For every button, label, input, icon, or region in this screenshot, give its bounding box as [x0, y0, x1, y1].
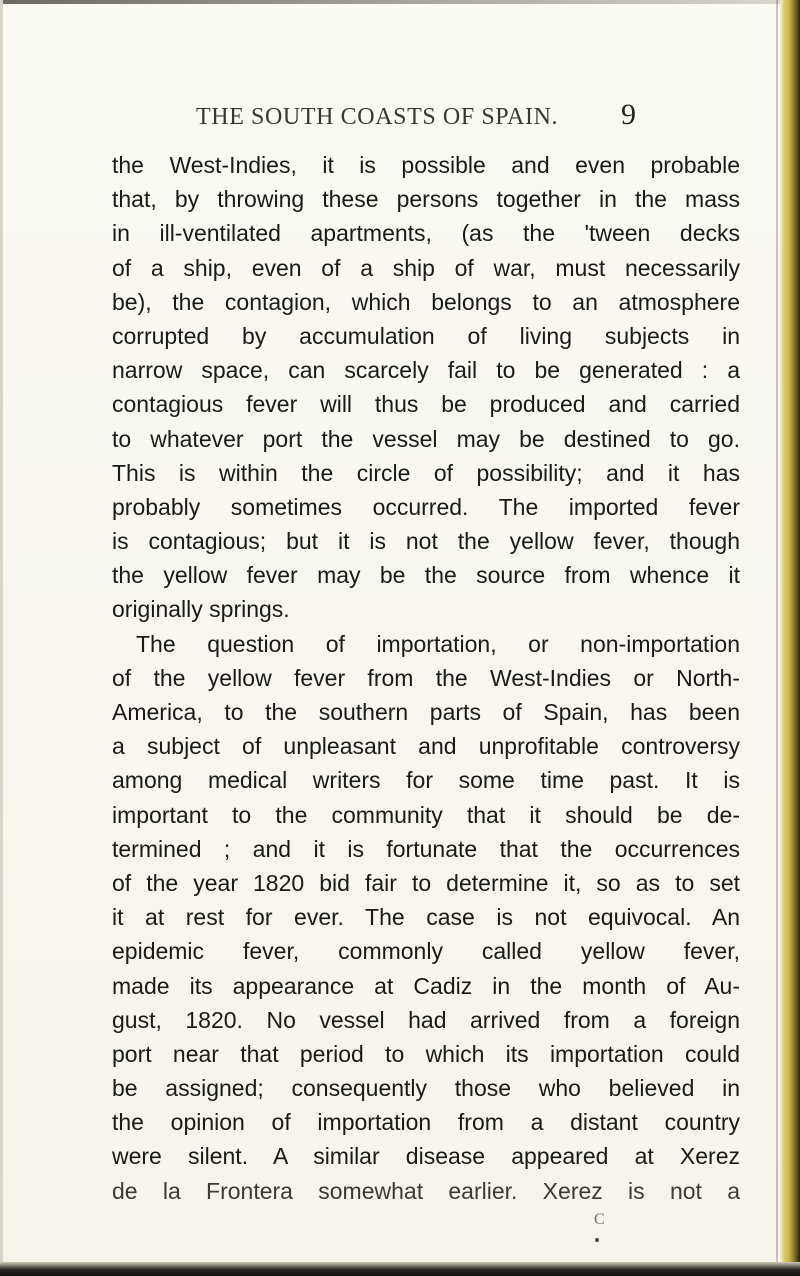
text-line: corrupted by accumulation of living subjects in	[112, 322, 740, 349]
catchword: C	[594, 1211, 605, 1228]
text-line: among medical writers for some time past. It is	[112, 767, 740, 794]
text-line: to whatever port the vessel may be destined to go.	[112, 425, 740, 452]
text-line: the West-Indies, it is possible and even probable	[112, 152, 740, 178]
text-line: made its appearance at Cadiz in the month of Au-	[112, 972, 740, 999]
text-line: important to the community that it should be de-	[112, 801, 740, 828]
text-line: narrow space, can scarcely fail to be generated : a	[112, 357, 740, 384]
text-line: that, by throwing these persons together in the mass	[112, 186, 740, 213]
text-line: is contagious; but it is not the yellow fever, though	[112, 528, 740, 555]
text-line: de la Frontera somewhat earlier. Xerez is not a	[112, 1177, 740, 1204]
text-line: were silent. A similar disease appeared at Xerez	[112, 1143, 740, 1170]
text-line: of the year 1820 bid fair to determine it, so as to set	[112, 869, 740, 896]
ink-dot	[595, 1238, 599, 1242]
text-line: in ill-ventilated apartments, (as the 'tween decks	[112, 220, 740, 247]
text-line: America, to the southern parts of Spain, has been	[112, 699, 740, 725]
gutter-line	[776, 0, 778, 1276]
text-line: it at rest for ever. The case is not equivocal. An	[112, 904, 740, 931]
page-number: 9	[621, 98, 636, 131]
body-text	[112, 148, 740, 1208]
text-line: epidemic fever, commonly called yellow fever,	[112, 938, 740, 965]
text-line: contagious fever will thus be produced and carried	[112, 391, 740, 418]
text-line: probably sometimes occurred. The imported fever	[112, 493, 740, 520]
page-left-edge	[0, 0, 3, 1276]
text-line: of the yellow fever from the West-Indies or North-	[112, 664, 740, 691]
text-line: a subject of unpleasant and unprofitable controversy	[112, 733, 740, 760]
running-head: THE SOUTH COASTS OF SPAIN.	[196, 104, 559, 130]
text-line: be assigned; consequently those who believed in	[112, 1075, 740, 1102]
text-line: termined ; and it is fortunate that the occurrences	[112, 835, 740, 862]
text-line: the yellow fever may be the source from whence it	[112, 562, 740, 589]
text-line: be), the contagion, which belongs to an atmosphere	[112, 288, 740, 315]
text-line: originally springs.	[112, 596, 290, 623]
text-line: port near that period to which its importation could	[112, 1040, 740, 1067]
text-line: gust, 1820. No vessel had arrived from a foreign	[112, 1006, 740, 1033]
text-line: This is within the circle of possibility; and it has	[112, 459, 740, 486]
paragraph-start-line: The question of importation, or non-importation	[136, 630, 740, 657]
page-right-edge	[780, 0, 800, 1276]
text-line: of a ship, even of a ship of war, must necessarily	[112, 254, 740, 281]
text-line: the opinion of importation from a distant country	[112, 1109, 740, 1136]
page-bottom-edge	[0, 1262, 800, 1276]
page-top-edge	[0, 0, 780, 4]
page-header	[196, 98, 636, 136]
